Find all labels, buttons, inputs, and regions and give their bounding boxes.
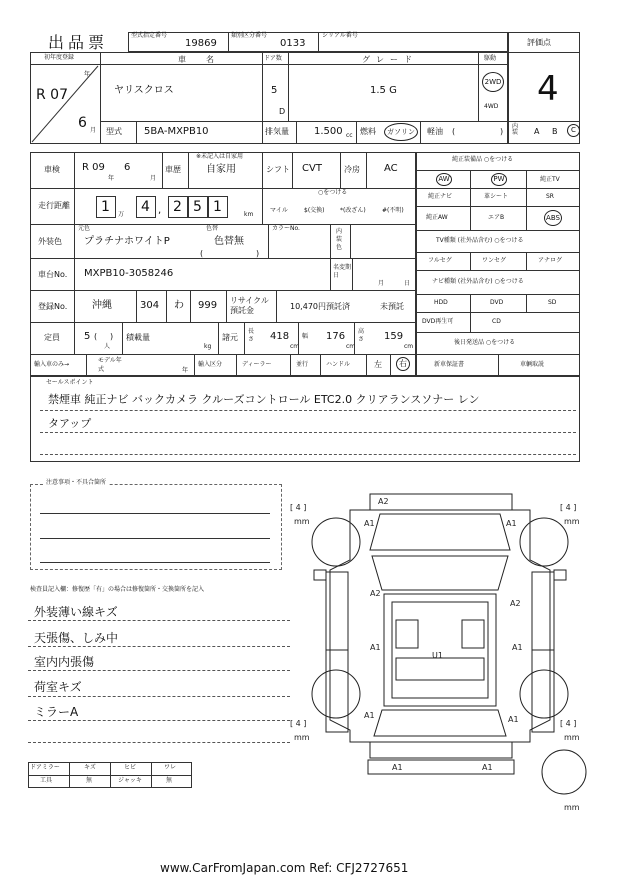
kg-unit: kg (204, 343, 212, 350)
name-change-month: 月 (378, 280, 385, 287)
usage: 自家用 (206, 164, 236, 175)
length-unit: cm (290, 343, 300, 350)
displacement: 1.500 (314, 126, 343, 137)
sales-point-line-2: タアップ (48, 417, 92, 430)
navi-dvd-play: DVD再生可 (422, 318, 454, 325)
mark-fr-fender: A1 (506, 519, 517, 528)
shift: CVT (302, 163, 322, 174)
year-label: 年 (84, 71, 91, 78)
equip-aw-genuine: 純正AW (426, 214, 448, 221)
note-item-5: ミラーA (34, 705, 79, 719)
class-no-label: 類別区分番号 (231, 32, 268, 39)
equipment-header: 純正装備品 ○をつける (452, 156, 514, 163)
legend-jack: ジャッキ (118, 777, 142, 784)
capacity-label: 定員 (44, 333, 60, 342)
tread-spare-unit: mm (564, 803, 580, 812)
equip-airbag: エアB (488, 214, 505, 221)
tv-analog: アナログ (538, 257, 563, 264)
tv-oneseg: ワンセグ (482, 257, 507, 264)
damage-diagram (280, 480, 600, 820)
mark-fl-fender: A1 (364, 519, 375, 528)
capacity: 5 (84, 331, 91, 342)
length: 418 (270, 331, 290, 342)
score-label: 評価点 (527, 38, 551, 47)
sales-point-label: セールスポイント (46, 379, 94, 386)
capacity-unit: 人 (104, 343, 111, 350)
sales-point-block (30, 376, 580, 462)
handle-left: 左 (374, 360, 382, 369)
first-reg-label: 初年度登録 (44, 54, 75, 61)
width: 176 (326, 331, 346, 342)
cc-unit: cc (346, 132, 353, 139)
navi-dvd: DVD (490, 299, 504, 306)
mark-rr-door: A1 (512, 643, 523, 652)
color-current-label: 色替 (206, 225, 219, 232)
mileage-opt-exchange: $(交換) (304, 207, 325, 214)
shift-label: シフト (266, 165, 290, 174)
note-item-4: 荷室キズ (34, 680, 82, 694)
legend-jack-value: 無 (166, 777, 173, 784)
width-unit: cm (346, 343, 356, 350)
color-label: 外装色 (38, 237, 62, 246)
wheel-rear-left (312, 670, 360, 718)
later-manual: 車輌取説 (520, 361, 545, 368)
tv-fullseg: フルセグ (428, 257, 452, 264)
doors-label: ドア数 (264, 55, 282, 62)
sales-point-line-1: 禁煙車 純正ナビ バックカメラ クルーズコントロール ETC2.0 クリアランスソナー レン (48, 393, 480, 406)
mileage-circle-note: ○をつける (318, 189, 348, 196)
mileage-digit-5: 1 (213, 199, 222, 215)
ac: AC (384, 163, 398, 174)
legend-scratch: キズ (84, 764, 96, 771)
import-dealer: ディーラー (242, 361, 272, 368)
navi-cd: CD (492, 318, 501, 325)
fuel-label: 燃料 (360, 127, 376, 136)
name-change-label: 名変期日 (333, 264, 352, 279)
shaken-year: R 09 (82, 162, 105, 173)
model-year-label: モデル年式 (98, 357, 122, 373)
recycle-label: リサイクル預託金 (230, 296, 269, 315)
ac-label: 冷房 (344, 165, 360, 174)
mark-interior: U1 (432, 651, 443, 660)
model-year-unit: 年 (182, 367, 189, 374)
reg-class: 304 (140, 300, 160, 311)
notes-title: 注意事項・不具合箇所 (46, 479, 107, 486)
tv-header: TV種類 (社外品含む) ○をつける (436, 237, 524, 244)
equip-pw-circled: PW (491, 173, 507, 186)
displacement-label: 排気量 (265, 127, 289, 136)
notes-box (30, 484, 282, 570)
drive-2wd-circled: 2WD (482, 72, 504, 92)
length-label: 長さ (248, 328, 255, 343)
mileage-opt-mile: マイル (270, 207, 288, 214)
shaken-month: 6 (124, 162, 131, 173)
height: 159 (384, 331, 404, 342)
mileage-label: 走行距離 (38, 201, 70, 210)
class-no: 0133 (280, 38, 306, 49)
navi-sd: SD (548, 299, 557, 306)
recycle-amount: 10,470円預託済 (290, 302, 350, 311)
equip-leather: 革シート (484, 193, 509, 200)
month-label: 月 (90, 127, 97, 134)
km-unit: km (244, 211, 254, 218)
legend-tool: 工具 (40, 777, 53, 784)
note-item-2: 天張傷、しみ中 (34, 631, 119, 645)
navi-hdd: HDD (434, 299, 448, 306)
wheel-front-left (312, 518, 360, 566)
note-item-3: 室内内張傷 (34, 655, 95, 669)
shaken-year-unit: 年 (108, 175, 115, 182)
mark-rear-bumper-right: A1 (482, 763, 493, 772)
equip-sr: SR (546, 193, 554, 200)
mark-fr-door: A2 (510, 599, 521, 608)
mark-rl-quarter: A1 (364, 711, 375, 720)
first-reg-year: R 07 (36, 87, 68, 103)
import-class-label: 輸入区分 (198, 361, 223, 368)
car-name: ヤリスクロス (114, 85, 174, 96)
equip-abs-circled: ABS (544, 210, 562, 226)
interior-grade-a: A (534, 127, 540, 136)
drive-label: 駆動 (484, 55, 497, 62)
mark-fl-door: A2 (370, 589, 381, 598)
car-name-label: 車名 (178, 55, 234, 64)
chassis-label: 車台No. (38, 270, 68, 279)
grade: 1.5 G (370, 85, 397, 96)
mileage-opt-tampered: *(改ざん) (340, 207, 366, 214)
diesel-label: 軽油 (427, 127, 443, 136)
tread-fr-unit: mm (564, 517, 580, 526)
color-current: 色替無 (214, 236, 244, 247)
legend-tool-value: 無 (86, 777, 93, 784)
mileage-opt-unknown: #(不明) (382, 207, 404, 214)
load-label: 積載量 (126, 333, 150, 342)
serial-label: シリアル番号 (322, 32, 358, 39)
handle-right-circled: 右 (396, 357, 410, 371)
shaken-label: 車検 (44, 165, 60, 174)
mileage-digit-1: 1 (101, 199, 110, 215)
usage-note: ※未記入は自家用 (196, 153, 244, 160)
height-unit: cm (404, 343, 414, 350)
chassis-number: MXPB10-3058246 (84, 268, 174, 279)
interior-grade-label: 内装 (512, 123, 519, 136)
equip-navi: 純正ナビ (428, 193, 453, 200)
fuel-gasoline-circled: ガソリン (384, 123, 418, 141)
tread-rl-unit: mm (294, 733, 310, 742)
usage-label: 車歴 (165, 165, 181, 174)
legend-crack: ヒビ (124, 764, 137, 771)
note-item-1: 外装薄い線キズ (34, 605, 118, 619)
reg-number: 999 (198, 300, 218, 311)
score-value: 4 (537, 69, 559, 109)
type-no-label: 型式指定番号 (131, 32, 168, 39)
tread-fr-value: [ 4 ] (560, 503, 577, 512)
reg-kana: わ (174, 300, 184, 311)
later-warranty: 新車保証書 (434, 361, 465, 368)
interior-color-label: 内装色 (336, 228, 343, 251)
wheel-front-right (520, 518, 568, 566)
later-header: 後日発送品 ○をつける (454, 339, 516, 346)
model-label: 型式 (106, 127, 122, 136)
drive-4wd: 4WD (484, 103, 499, 110)
equip-tv: 純正TV (540, 176, 560, 183)
color-no-label: カラーNo. (272, 225, 300, 232)
tread-fl-unit: mm (294, 517, 310, 526)
width-label: 幅 (302, 333, 309, 340)
navi-header: ナビ種類 (社外品含む) ○をつける (432, 278, 524, 285)
mileage-digit-3: 2 (173, 199, 182, 215)
man-unit: 万 (118, 211, 125, 218)
sheet-title: 出品票 (48, 33, 109, 52)
tread-rr-unit: mm (564, 733, 580, 742)
inspector-label: 検査員記入欄：修復歴「有」の場合は修復箇所・交換箇所を記入 (30, 586, 205, 593)
recycle-none: 未預託 (380, 302, 404, 311)
interior-grade-c-circled: C (567, 124, 580, 137)
legend-break: ワレ (164, 764, 177, 771)
reg-label: 登録No. (38, 302, 68, 311)
grade-label: グレード (362, 55, 418, 64)
color-original-label: 元色 (78, 225, 91, 232)
dims-label: 諸元 (222, 333, 238, 342)
mileage-digit-4: 5 (193, 199, 202, 215)
tread-rl-value: [ 4 ] (290, 719, 307, 728)
mileage-digit-2: 4 (141, 199, 150, 215)
tread-fl-value: [ 4 ] (290, 503, 307, 512)
import-parallel: 並行 (296, 361, 309, 368)
import-label: 輸入車のみ→ (34, 361, 70, 368)
color-original: プラチナホワイトP (84, 236, 170, 247)
mark-rear-bumper-left: A1 (392, 763, 403, 772)
mark-front-bumper: A2 (378, 497, 389, 506)
doors-suffix: D (279, 107, 286, 116)
wheel-rear-right (520, 670, 568, 718)
wheel-spare (542, 750, 586, 794)
legend-mirror: ドアミラー (30, 764, 60, 771)
first-reg-month: 6 (78, 115, 87, 131)
type-no: 19869 (185, 38, 217, 49)
equip-aw-circled: AW (436, 173, 452, 186)
handle-label: ハンドル (326, 361, 351, 368)
height-label: 高さ (358, 328, 365, 343)
footer-watermark: www.CarFromJapan.com Ref: CFJ2727651 (160, 861, 409, 875)
mark-rl-door: A1 (370, 643, 381, 652)
shaken-month-unit: 月 (150, 175, 157, 182)
reg-area: 沖縄 (92, 300, 112, 311)
tread-rr-value: [ 4 ] (560, 719, 577, 728)
interior-grade-b: B (552, 127, 558, 136)
model-code: 5BA-MXPB10 (144, 126, 209, 137)
mark-rr-quarter: A1 (508, 715, 519, 724)
doors: 5 (271, 85, 278, 96)
